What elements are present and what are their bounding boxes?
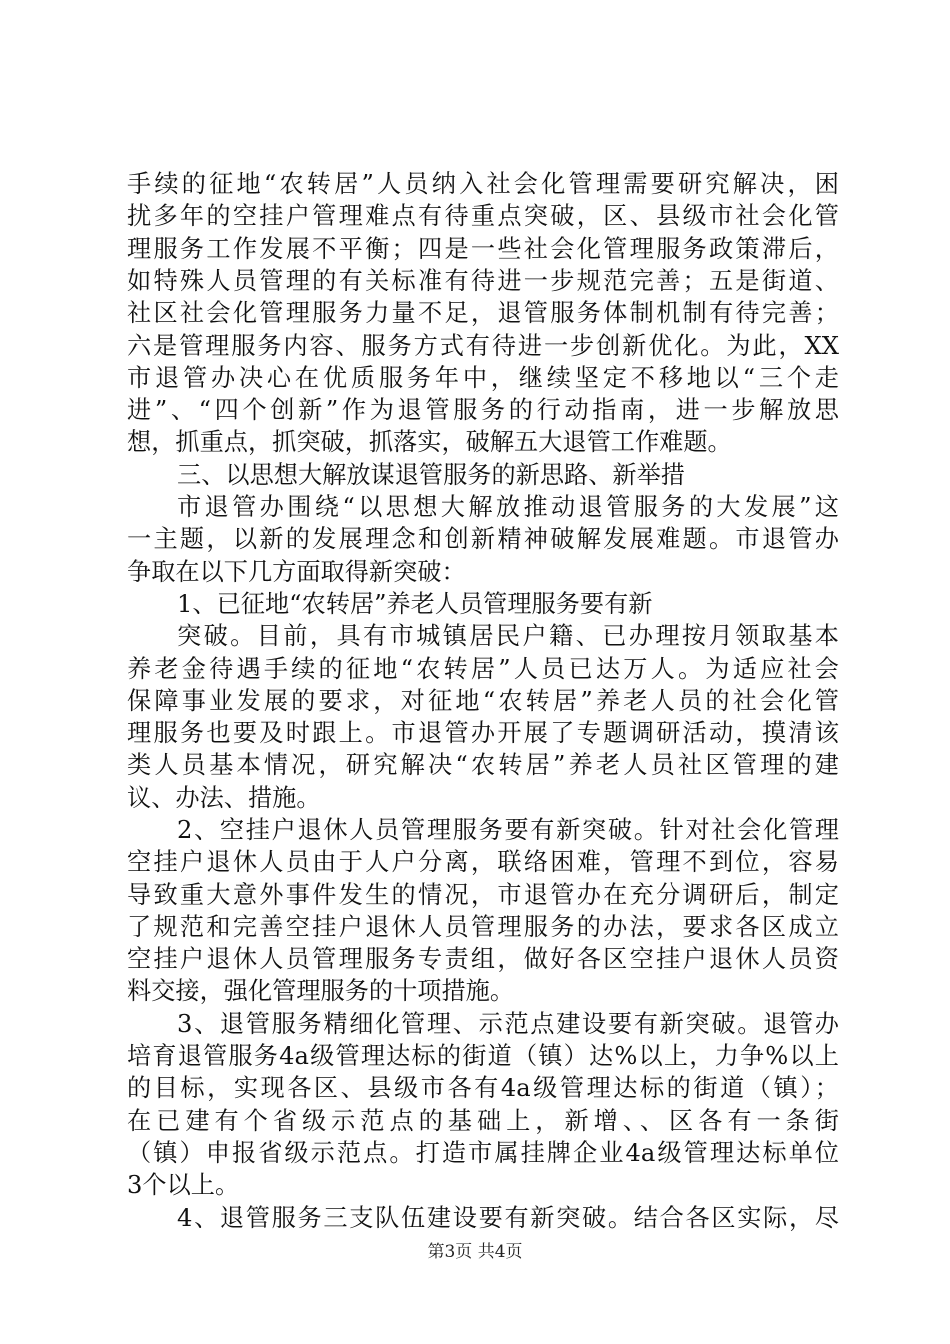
text-line: 养老金待遇手续的征地“农转居”人员已达万人。为适应社会	[127, 655, 839, 683]
text-line: 保障事业发展的要求，对征地“农转居”养老人员的社会化管	[127, 687, 839, 715]
text-line: 进”、“四个创新”作为退管服务的行动指南，进一步解放思	[127, 396, 839, 424]
page-footer: 第3页 共4页	[427, 1242, 523, 1262]
text-line: 3个以上。	[127, 1171, 240, 1199]
text-line: 料交接，强化管理服务的十项措施。	[127, 977, 515, 1005]
text-line: 如特殊人员管理的有关标准有待进一步规范完善；五是街道、	[127, 267, 839, 295]
text-line: 市退管办决心在优质服务年中，继续坚定不移地以“三个走	[127, 364, 839, 392]
text-line: 争取在以下几方面取得新突破：	[127, 558, 466, 586]
text-line: （镇）申报省级示范点。打造市属挂牌企业4a级管理达标单位	[127, 1139, 839, 1167]
text-line: 想，抓重点，抓突破，抓落实，破解五大退管工作难题。	[127, 428, 732, 456]
text-line: 扰多年的空挂户管理难点有待重点突破，区、县级市社会化管	[127, 202, 839, 230]
text-line: 的目标，实现各区、县级市各有4a级管理达标的街道（镇）；	[127, 1074, 839, 1102]
text-line: 六是管理服务内容、服务方式有待进一步创新优化。为此，XX	[127, 332, 839, 360]
text-line: 类人员基本情况，研究解决“农转居”养老人员社区管理的建	[127, 751, 839, 779]
text-line: 理服务也要及时跟上。市退管办开展了专题调研活动，摸清该	[127, 719, 839, 747]
text-line: 一主题，以新的发展理念和创新精神破解发展难题。市退管办	[127, 525, 839, 553]
text-line: 3、退管服务精细化管理、示范点建设要有新突破。退管办	[177, 1010, 839, 1038]
text-line: 空挂户退休人员由于人户分离，联络困难，管理不到位，容易	[127, 848, 839, 876]
text-line: 三、以思想大解放谋退管服务的新思路、新举措	[177, 461, 685, 489]
text-line: 议、办法、措施。	[127, 784, 321, 812]
text-line: 导致重大意外事件发生的情况，市退管办在充分调研后，制定	[127, 881, 839, 909]
text-line: 社区社会化管理服务力量不足，退管服务体制机制有待完善；	[127, 299, 839, 327]
text-line: 1、已征地“农转居”养老人员管理服务要有新	[177, 590, 653, 618]
text-line: 突破。目前，具有市城镇居民户籍、已办理按月领取基本	[177, 622, 839, 650]
text-line: 4、退管服务三支队伍建设要有新突破。结合各区实际，尽	[177, 1204, 839, 1232]
text-line: 了规范和完善空挂户退休人员管理服务的办法，要求各区成立	[127, 913, 839, 941]
text-line: 空挂户退休人员管理服务专责组，做好各区空挂户退休人员资	[127, 945, 839, 973]
text-line: 手续的征地“农转居”人员纳入社会化管理需要研究解决，困	[127, 170, 839, 198]
text-line: 2、空挂户退休人员管理服务要有新突破。针对社会化管理	[177, 816, 839, 844]
text-line: 培育退管服务4a级管理达标的街道（镇）达%以上，力争%以上	[127, 1042, 839, 1070]
text-line: 理服务工作发展不平衡；四是一些社会化管理服务政策滞后，	[127, 235, 839, 263]
text-line: 在已建有个省级示范点的基础上，新增、、区各有一条街	[127, 1107, 839, 1135]
text-line: 市退管办围绕“以思想大解放推动退管服务的大发展”这	[177, 493, 839, 521]
